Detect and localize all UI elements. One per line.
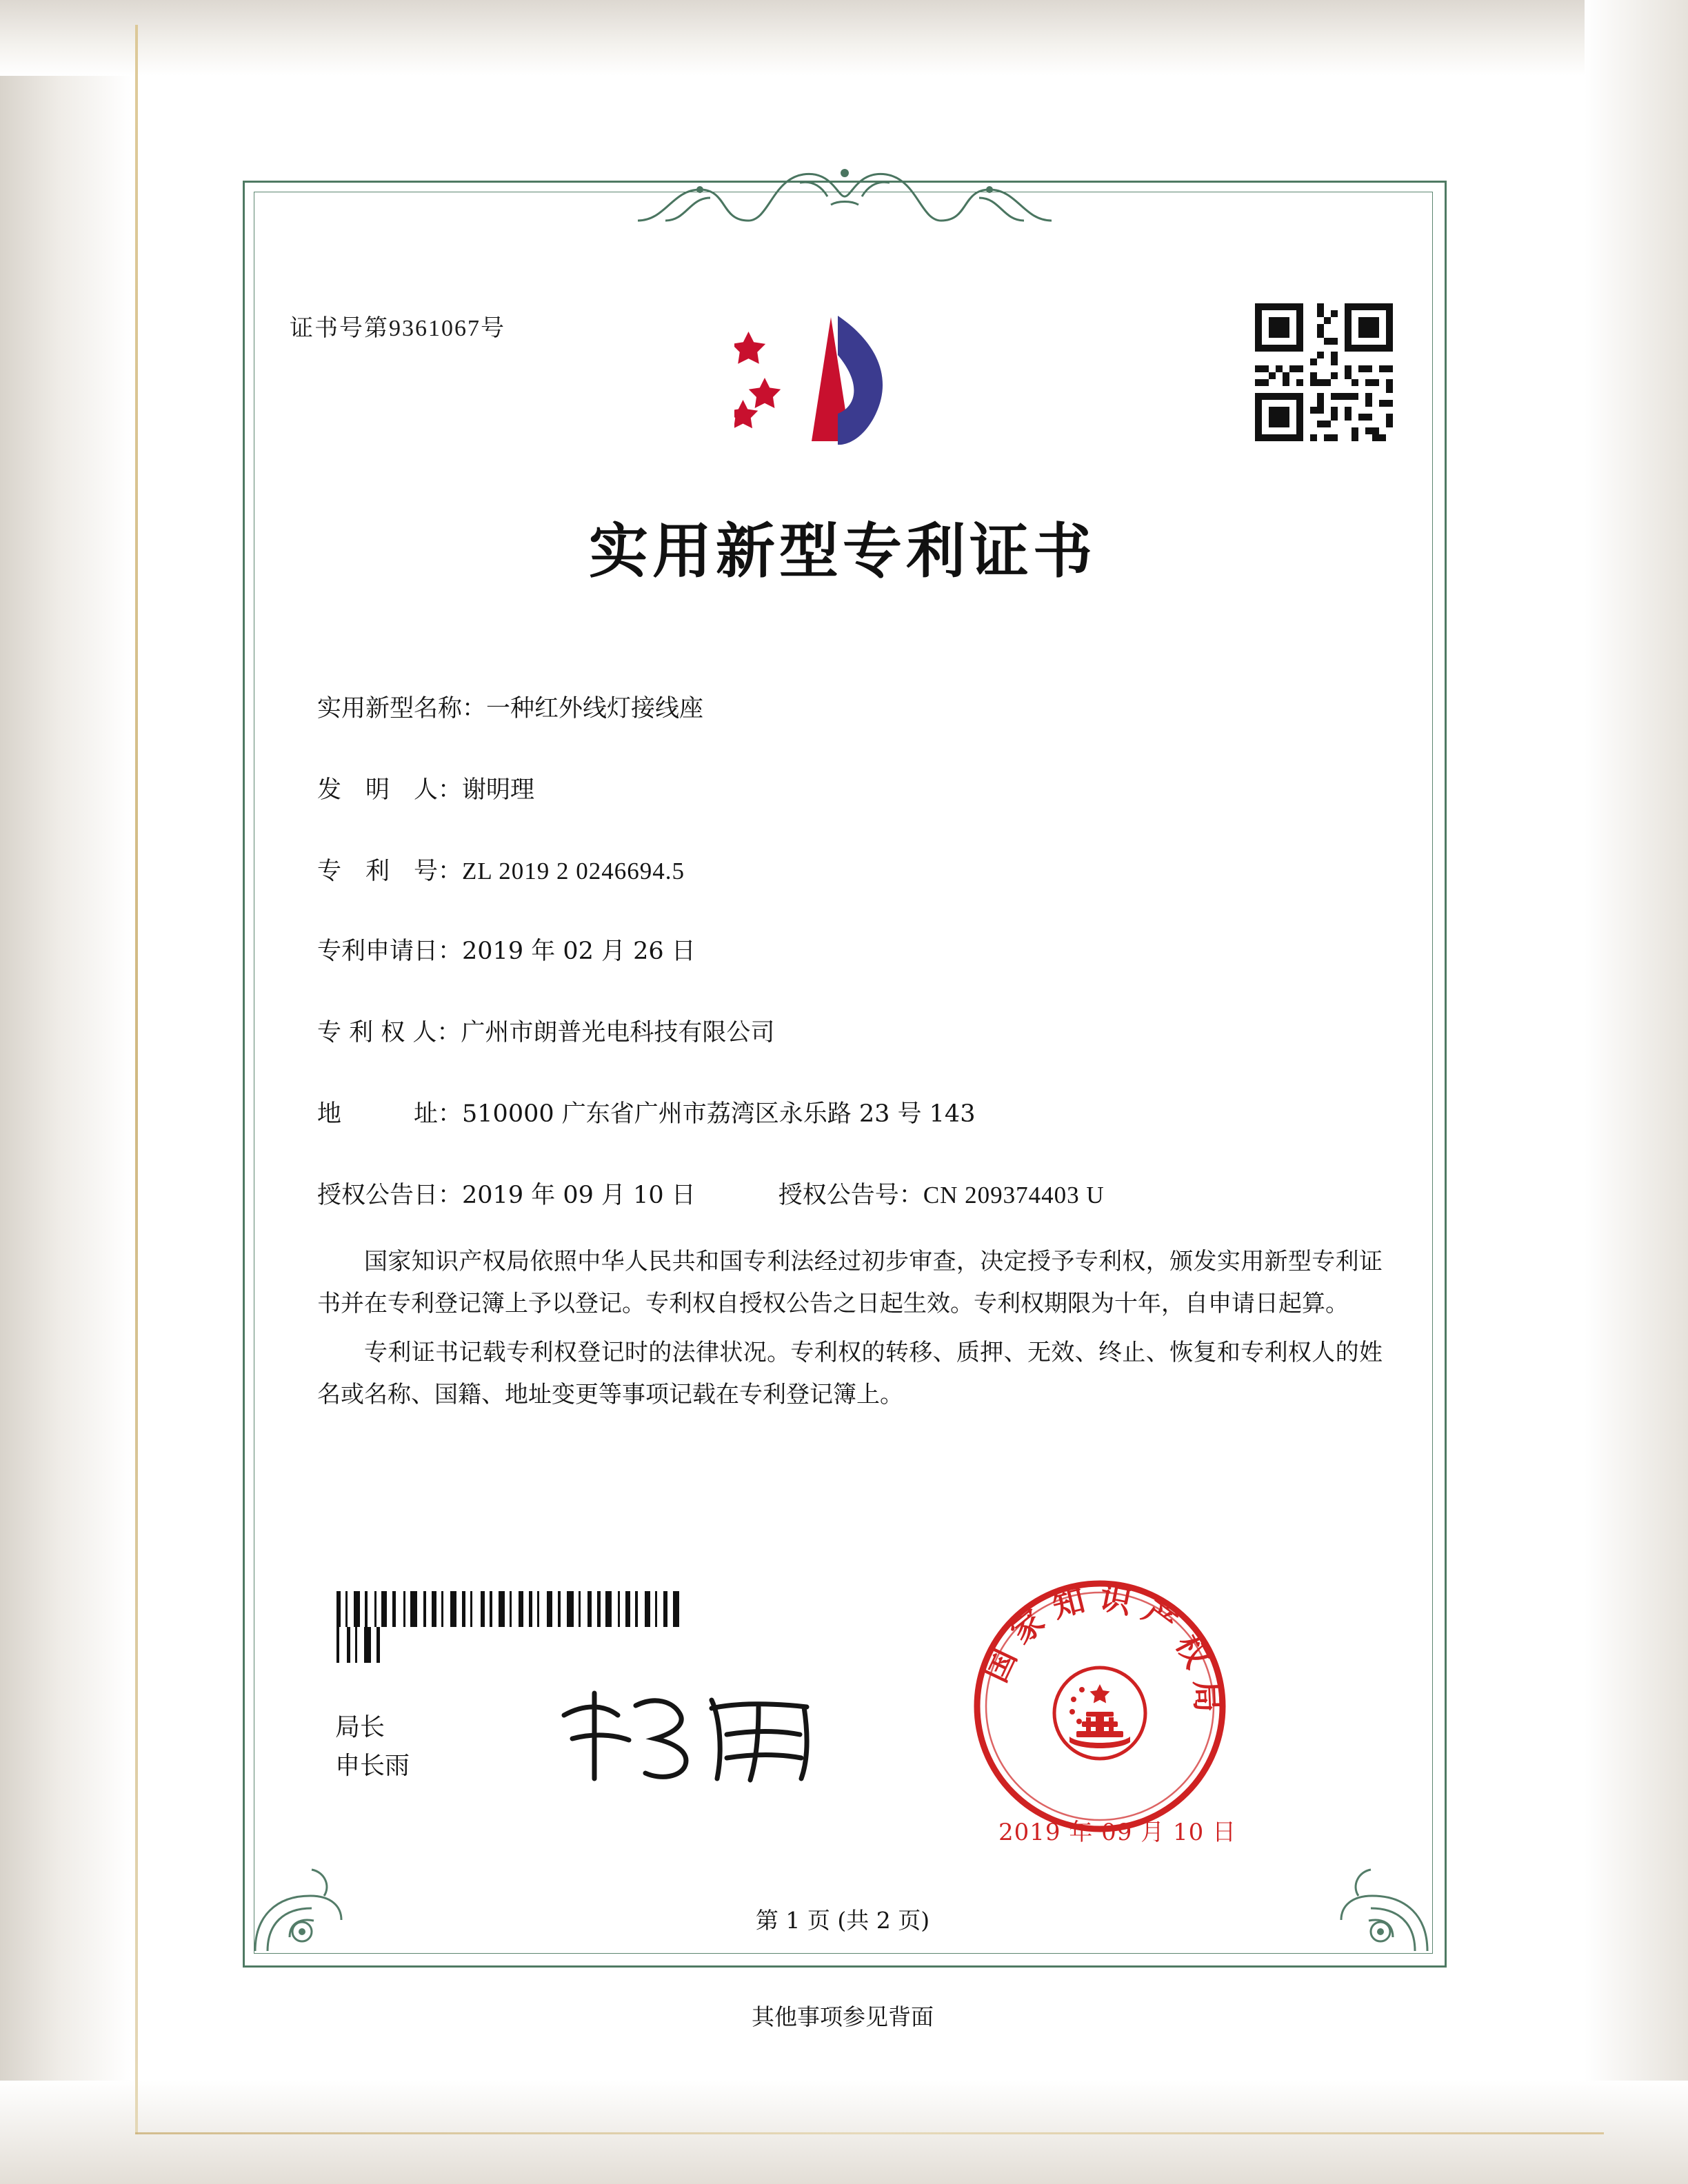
scan-shadow-right [1585, 0, 1688, 2184]
field-label: 发 明 人： [317, 776, 463, 804]
grant-number-label: 授权公告号： [778, 1182, 923, 1209]
grant-number-value: CN 209374403 U [923, 1182, 1105, 1209]
scan-shadow-top [0, 0, 1688, 76]
grant-date-label: 授权公告日： [317, 1182, 463, 1209]
issuer-name: 申长雨 [335, 1752, 410, 1780]
cnipa-logo-icon [734, 303, 934, 469]
field-inventor [317, 771, 534, 805]
field-patentee [317, 1013, 774, 1048]
official-seal [965, 1572, 1234, 1841]
grant-date-value: 2019 年 09 月 10 日 [462, 1182, 696, 1209]
back-side-note: 其他事项参见背面 [752, 2003, 934, 2030]
field-utility-model-name [317, 689, 703, 724]
issuer-title: 局长 [335, 1713, 385, 1741]
legal-paragraph: 国家知识产权局依照中华人民共和国专利法经过初步审查，决定授予专利权，颁发实用新型专利证书并在专利登记簿上予以登记。专利权自授权公告之日起生效。专利权期限为十年，自申请日起算。 [317, 1248, 1383, 1317]
field-label: 地 址： [317, 1100, 463, 1128]
field-value: 一种红外线灯接线座 [486, 695, 704, 722]
field-address [317, 1095, 975, 1129]
field-patent-number [317, 852, 685, 887]
header-ornament-icon [624, 155, 1065, 231]
field-grant-announcement [317, 1176, 1105, 1211]
certificate-number: 证书号第9361067号 [290, 316, 505, 341]
field-value: 广州市朗普光电科技有限公司 [461, 1019, 775, 1046]
field-value: 2019 年 02 月 26 日 [462, 938, 696, 965]
field-application-date [317, 932, 696, 967]
legal-body-text [317, 1241, 1383, 1423]
seal-date: 2019 年 09 月 10 日 [998, 1819, 1237, 1846]
page-number: 第 1 页 (共 2 页) [755, 1907, 930, 1934]
field-label: 实用新型名称： [317, 695, 487, 722]
issuer-signature-label [335, 1708, 410, 1786]
field-value: 510000 广东省广州市荔湾区永乐路 23 号 143 [462, 1100, 976, 1128]
barcode [336, 1591, 681, 1627]
sheet-edge-bottom [135, 2132, 1604, 2134]
field-value: 谢明理 [462, 776, 535, 804]
sheet-edge-left [135, 25, 138, 2134]
field-label: 专 利 权 人： [317, 1019, 461, 1046]
svg-text:国家知识产权局: 国家知识产权局 [976, 1578, 1227, 1724]
field-value: ZL 2019 2 0246694.5 [462, 858, 685, 884]
qr-code [1248, 296, 1400, 448]
handwritten-signature-icon [552, 1675, 848, 1792]
scan-shadow-left [0, 0, 131, 2184]
field-label: 专利申请日： [317, 938, 463, 965]
legal-paragraph: 专利证书记载专利权登记时的法律状况。专利权的转移、质押、无效、终止、恢复和专利权人的姓名或名称、国籍、地址变更等事项记载在专利登记簿上。 [317, 1339, 1383, 1408]
page-title: 实用新型专利证书 [589, 516, 1096, 586]
field-label: 专 利 号： [317, 858, 463, 885]
